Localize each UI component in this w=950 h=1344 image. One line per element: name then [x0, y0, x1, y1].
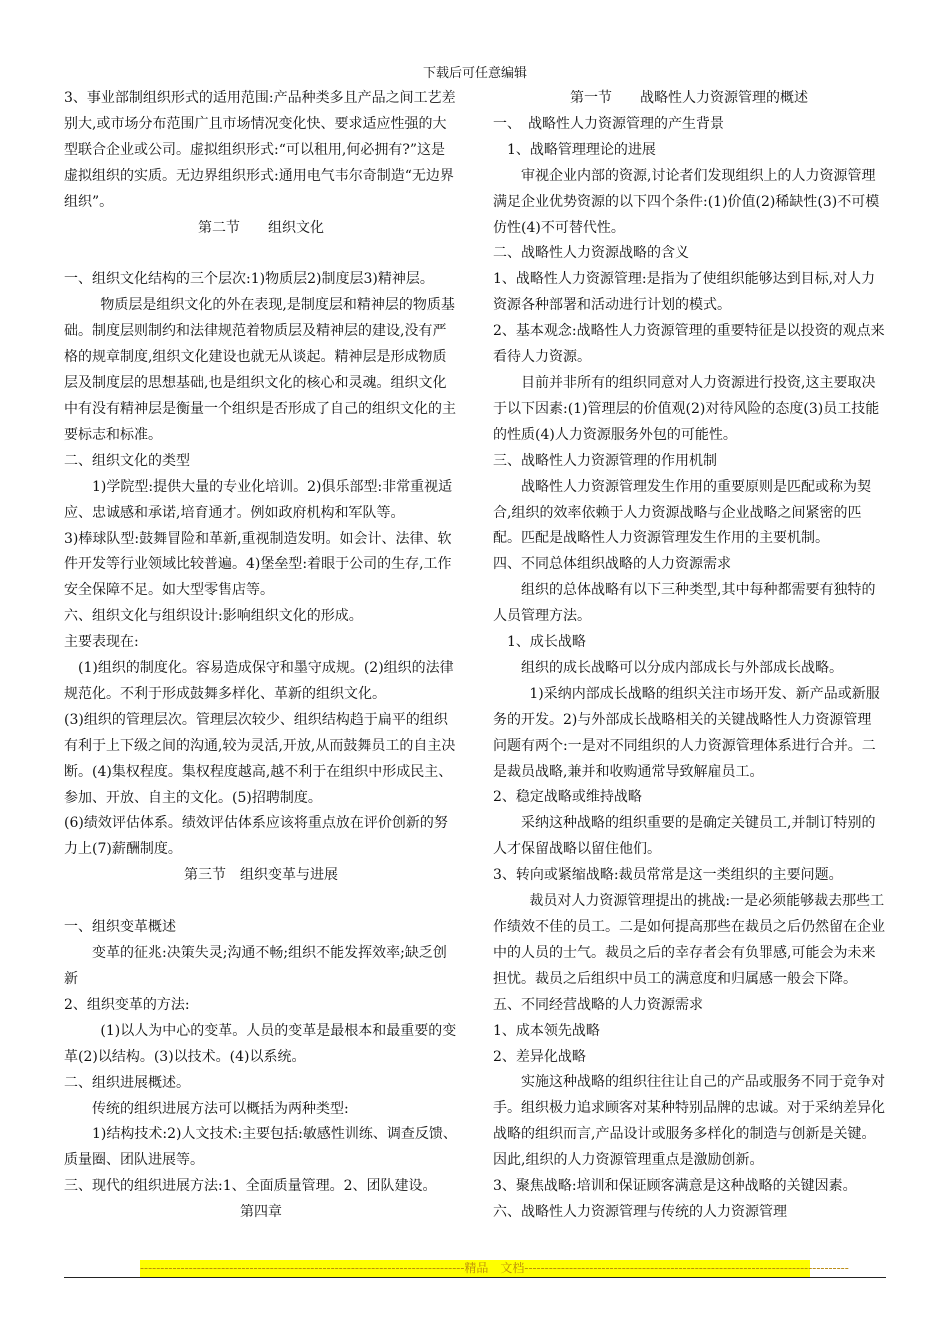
left-paragraph: 六、组织文化与组织设计:影响组织文化的形成。 [64, 608, 363, 625]
left-paragraph: 主要表现在: [64, 634, 139, 651]
right-paragraph: 2、基本观念:战略性人力资源管理的重要特征是以投资的观点来看待人力资源。 [493, 323, 885, 366]
right-paragraph: 3、聚焦战略:培训和保证顾客满意是这种战略的关键因素。 [493, 1178, 857, 1195]
right-paragraph: 组织的成长战略可以分成内部成长与外部成长战略。 [521, 659, 843, 676]
right-paragraph: 1、成本领先战略 [493, 1022, 600, 1039]
left-paragraph: 传统的组织进展方法可以概括为两种类型: [92, 1100, 349, 1117]
left-paragraph: (1)组织的制度化。容易造成保守和墨守成规。(2)组织的法律规范化。不利于形成鼓舞多样化、革新的组织文化。 [64, 660, 454, 702]
right-paragraph: 2、稳定战略或维持战略 [493, 789, 642, 806]
right-paragraph: 三、战略性人力资源管理的作用机制 [493, 452, 717, 469]
footer-watermark [140, 1260, 849, 1277]
footer-rule [64, 1277, 886, 1278]
right-paragraph: 组织的总体战略有以下三种类型,其中每种都需要有独特的人员管理方法。 [493, 582, 876, 625]
right-paragraph: 裁员对人力资源管理提出的挑战:一是必须能够裁去那些工作绩效不佳的员工。二是如何提高那些在裁员之后仍然留在企业中的人员的士气。裁员之后的幸存者会有负罪感,可能会为未来担忧。裁员之后组织中员工的满意度和归属感一般会下降。 [493, 893, 885, 987]
right-paragraph: 1、战略性人力资源管理:是指为了使组织能够达到目标,对人力资源各种部署和活动进行计划的模式。 [493, 271, 876, 314]
left-paragraph: 1)结构技术:2)人文技术:主要包括:敏感性训练、调查反馈、质量圈、团队进展等。 [64, 1126, 457, 1169]
left-paragraph: 变革的征兆:决策失灵;沟通不畅;组织不能发挥效率;缺乏创新 [64, 945, 447, 987]
right-paragraph: 五、不同经营战略的人力资源需求 [493, 996, 703, 1013]
footer-dashes-left: -------------------------------------------------------------------------------- [140, 1261, 465, 1275]
left-paragraph: 2、组织变革的方法: [64, 996, 190, 1013]
right-paragraph: 采纳这种战略的组织重要的是确定关键员工,并制订特别的人才保留战略以留住他们。 [493, 815, 876, 858]
right-paragraph: 第一节 战略性人力资源管理的概述 [570, 90, 808, 106]
left-paragraph: (3)组织的管理层次。管理层次较少、组织结构趋于扁平的组织有利于上下级之间的沟通,较为灵活,开放,从而鼓舞员工的自主决断。(4)集权程度。集权程度越高,越不利于在组织中形成民主、参加、开放、自主的文化。(5)招聘制度。 [64, 711, 456, 806]
left-paragraph: 一、组织变革概述 [64, 919, 176, 936]
left-paragraph: 3)棒球队型:鼓舞冒险和革新,重视制造发明。如会计、法律、软件开发等行业领域比较普遍。4)堡垒型:着眼于公司的生存,工作安全保障不足。如大型零售店等。 [64, 530, 452, 599]
right-paragraph: 1、成长战略 [507, 634, 586, 651]
right-paragraph: 审视企业内部的资源,讨论者们发现组织上的人力资源管理满足企业优势资源的以下四个条件:(1)价值(2)稀缺性(3)不可模仿性(4)不可替代性。 [493, 167, 880, 236]
right-paragraph: 一、 战略性人力资源管理的产生背景 [493, 115, 724, 132]
right-paragraph: 目前并非所有的组织同意对人力资源进行投资,这主要取决于以下因素:(1)管理层的价值观(2)对待风险的态度(3)员工技能的性质(4)人力资源服务外包的可能性。 [493, 374, 880, 443]
left-paragraph: 二、组织文化的类型 [64, 452, 190, 469]
right-paragraph: 二、战略性人力资源战略的含义 [493, 245, 689, 262]
right-paragraph: 战略性人力资源管理发生作用的重要原则是匹配或称为契合,组织的效率依赖于人力资源战略与企业战略之间紧密的匹配。匹配是战略性人力资源管理发生作用的主要机制。 [493, 478, 871, 547]
right-paragraph: 2、差异化战略 [493, 1048, 586, 1065]
right-paragraph: 1、战略管理理论的进展 [507, 141, 656, 158]
left-paragraph: 第二节 组织文化 [198, 219, 324, 236]
left-paragraph: 1)学院型:提供大量的专业化培训。2)俱乐部型:非常重视适应、忠诚感和承诺,培育通才。例如政府机构和军队等。 [64, 478, 453, 521]
right-column [493, 86, 885, 1226]
right-paragraph: 1)采纳内部成长战略的组织关注市场开发、新产品或新服务的开发。2)与外部成长战略相关的关键战略性人力资源管理问题有两个:一是对不同组织的人力资源管理体系进行合并。二是裁员战略,兼并和收购通常导致解雇员工。 [493, 685, 880, 780]
left-paragraph: 三、现代的组织进展方法:1、全面质量管理。2、团队建设。 [64, 1178, 437, 1195]
footer-dashes-right: -------------------------------------------------------------------------------- [524, 1261, 849, 1275]
right-paragraph: 实施这种战略的组织往往让自己的产品或服务不同于竞争对手。组织极力追求顾客对某种特别品牌的忠诚。对于采纳差异化战略的组织而言,产品设计或服务多样化的制造与创新是关键。因此,组织的人力资源管理重点是激励创新。 [493, 1074, 885, 1169]
left-paragraph: 第三节 组织变革与进展 [184, 867, 338, 884]
left-paragraph [64, 241, 458, 267]
footer-label: 精品 文档 [464, 1261, 525, 1275]
left-paragraph [64, 889, 458, 915]
left-column [64, 86, 458, 1226]
left-paragraph: 3、事业部制组织形式的适用范围:产品种类多且产品之间工艺差别大,或市场分布范围广且市场情况变化快、要求适应性强的大型联合企业或公司。虚拟组织形式:“可以租用,何必拥有?”这是虚拟组织的实质。无边界组织形式:通用电气韦尔奇制造“无边界组织”。 [64, 90, 456, 210]
left-paragraph: 二、组织进展概述。 [64, 1074, 190, 1091]
left-paragraph: (1)以人为中心的变革。人员的变革是最根本和最重要的变革(2)以结构。(3)以技术。(4)以系统。 [64, 1022, 457, 1065]
right-paragraph: 四、不同总体组织战略的人力资源需求 [493, 556, 731, 573]
page-header: 下载后可任意编辑 [422, 66, 527, 81]
left-paragraph: 一、组织文化结构的三个层次:1)物质层2)制度层3)精神层。 [64, 271, 434, 288]
left-paragraph: 物质层是组织文化的外在表现,是制度层和精神层的物质基础。制度层则制约和法律规范着物质层及精神层的建设,没有严格的规章制度,组织文化建设也就无从谈起。精神层是形成物质层及制度层的思想基础,也是组织文化的核心和灵魂。组织文化中有没有精神层是衡量一个组织是否形成了自己的组织文化的主要标志和标准。 [64, 297, 456, 443]
right-paragraph: 六、战略性人力资源管理与传统的人力资源管理 [493, 1203, 787, 1220]
right-paragraph: 3、转向或紧缩战略:裁员常常是这一类组织的主要问题。 [493, 867, 843, 884]
left-paragraph: 第四章 [240, 1204, 282, 1221]
left-paragraph: (6)绩效评估体系。绩效评估体系应该将重点放在评价创新的努力上(7)薪酬制度。 [64, 815, 448, 858]
